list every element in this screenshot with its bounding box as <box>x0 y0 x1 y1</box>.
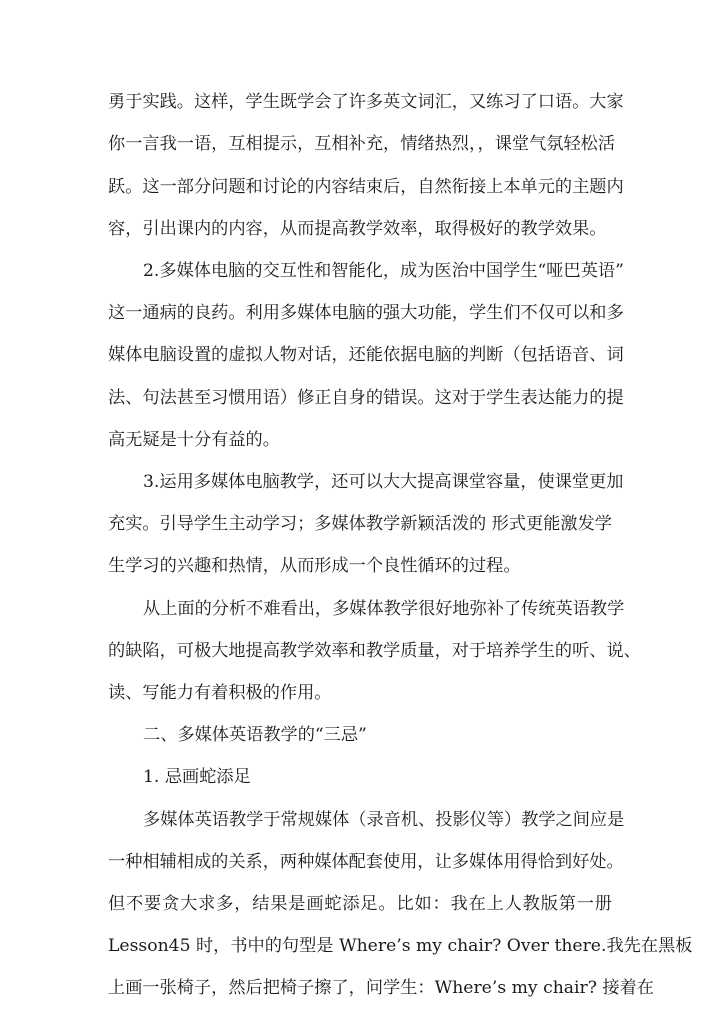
text-line: 勇于实践。这样，学生既学会了许多英文词汇，又练习了口语。大家 <box>108 92 624 112</box>
text-line: 2.多媒体电脑的交互性和智能化，成为医治中国学生“哑巴英语” <box>143 261 624 281</box>
subsection-heading: 1. 忌画蛇添足 <box>143 767 251 787</box>
text-line: 生学习的兴趣和热情，从而形成一个良性循环的过程。 <box>108 556 521 576</box>
text-line: 上画一张椅子，然后把椅子擦了，问学生：Where’s my chair? 接着在 <box>108 978 654 998</box>
section-heading: 二、多媒体英语教学的“三忌” <box>143 725 367 745</box>
text-line: Lesson45 时，书中的句型是 Where’s my chair? Over there.我先在黑板 <box>108 936 693 956</box>
text-line: 法、句法甚至习惯用语）修正自身的错误。这对于学生表达能力的提 <box>108 388 624 408</box>
text-line: 媒体电脑设置的虚拟人物对话，还能依据电脑的判断（包括语音、词 <box>108 345 624 365</box>
text-line: 的缺陷，可极大地提高教学效率和教学质量，对于培养学生的听、说、 <box>108 641 641 661</box>
text-line: 跃。这一部分问题和讨论的内容结束后，自然衔接上本单元的主题内 <box>108 177 624 197</box>
text-line: 容，引出课内的内容，从而提高教学效率，取得极好的教学效果。 <box>108 219 607 239</box>
text-line: 多媒体英语教学于常规媒体（录音机、投影仪等）教学之间应是 <box>143 810 625 830</box>
text-line: 高无疑是十分有益的。 <box>108 430 280 450</box>
text-line: 但不要贪大求多，结果是画蛇添足。比如：我在上人教版第一册 <box>108 894 612 914</box>
text-line: 读、写能力有着积极的作用。 <box>108 683 332 703</box>
text-line: 3.运用多媒体电脑教学，还可以大大提高课堂容量，使课堂更加 <box>143 472 624 492</box>
text-line: 充实。引导学生主动学习；多媒体教学新颖活泼的 形式更能激发学 <box>108 514 612 534</box>
text-line: 一种相辅相成的关系，两种媒体配套使用，让多媒体用得恰到好处。 <box>108 852 624 872</box>
text-line: 从上面的分析不难看出，多媒体教学很好地弥补了传统英语教学 <box>143 599 625 619</box>
text-line: 你一言我一语，互相提示，互相补充，情绪热烈，，课堂气氛轻松活 <box>108 134 616 154</box>
text-line: 这一通病的良药。利用多媒体电脑的强大功能，学生们不仅可以和多 <box>108 303 624 323</box>
